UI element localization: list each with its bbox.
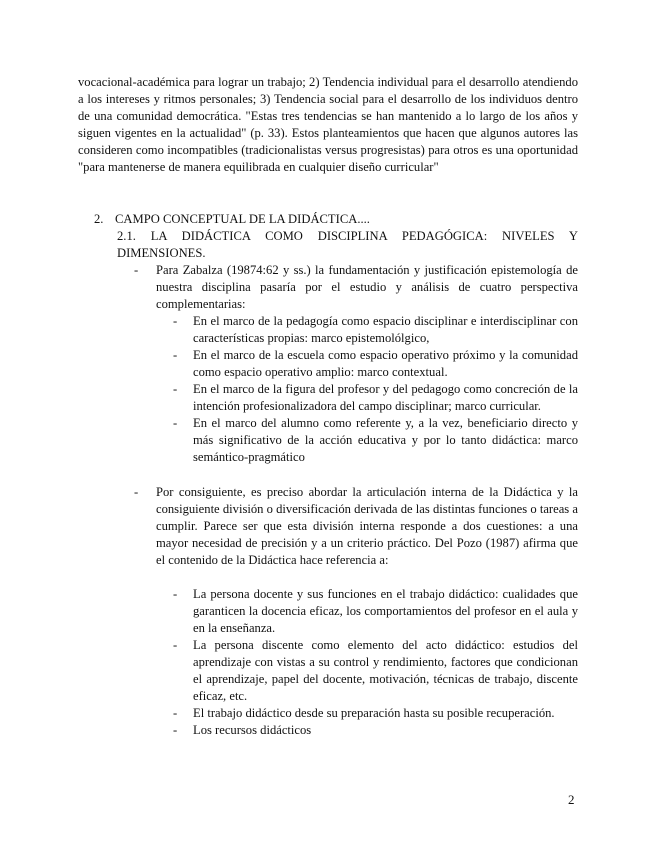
zabalza-paragraph: Para Zabalza (19874:62 y ss.) la fundamentación y justificación epistemología de nuestra disciplina pasaría por el estudio y análisis de cuatro perspectiva complementarias: bbox=[156, 263, 578, 311]
dash-marker: - bbox=[173, 348, 178, 362]
list-item: En el marco de la figura del profesor y del pedagogo como concreción de la intención profesionalizadora del campo disciplinar; marco curricular. bbox=[193, 382, 578, 413]
dash-marker: - bbox=[173, 314, 178, 328]
dash-marker: - bbox=[173, 706, 178, 720]
list-item: La persona discente como elemento del acto didáctico: estudios del aprendizaje con vistas a su control y rendimiento, factores que condicionan el aprendizaje, papel del docente, motivación, técnicas de trabajo, discente eficaz, etc. bbox=[193, 638, 578, 703]
intro-paragraph: vocacional-académica para lograr un trabajo; 2) Tendencia individual para el desarrollo atendiendo a los intereses y ritmos personales; 3) Tendencia social para el desarrollo de los individuos dentro de una comunidad democrática. "Estas tres tendencias se han mantenido a lo largo de los años y siguen vigentes en la actualidad" (p. 33). Estos planteamientos que hacen que algunos autores las consideren como incompatibles (tradicionalistas versus progresistas) para otros es una oportunidad "para mantenerse de manera equilibrada en cualquier diseño curricular" bbox=[78, 75, 578, 174]
list-item: En el marco del alumno como referente y, a la vez, beneficiario directo y más significativo de la acción educativa y por lo tanto didáctica: marco semántico-pragmático bbox=[193, 416, 578, 464]
dash-marker: - bbox=[173, 416, 178, 430]
dash-marker: - bbox=[173, 723, 178, 737]
subsection-heading: 2.1. LA DIDÁCTICA COMO DISCIPLINA PEDAGÓGICA: NIVELES Y DIMENSIONES. bbox=[117, 229, 578, 260]
list-item: En el marco de la pedagogía como espacio disciplinar e interdisciplinar con características propias: marco epistemolólgico, bbox=[193, 314, 578, 345]
dash-marker: - bbox=[173, 382, 178, 396]
list-item: La persona docente y sus funciones en el trabajo didáctico: cualidades que garanticen la docencia eficaz, los comportamientos del profesor en el aula y en la enseñanza. bbox=[193, 587, 578, 635]
dash-marker: - bbox=[134, 263, 139, 277]
section-title: CAMPO CONCEPTUAL DE LA DIDÁCTICA.... bbox=[115, 212, 370, 226]
list-item: Los recursos didácticos bbox=[193, 723, 312, 737]
dash-marker: - bbox=[134, 485, 139, 499]
section-number: 2. bbox=[94, 212, 104, 226]
dash-marker: - bbox=[173, 587, 178, 601]
del-pozo-paragraph: Por consiguiente, es preciso abordar la articulación interna de la Didáctica y la consiguiente división o diversificación derivada de las distintas funciones o tareas a cumplir. Parece ser que esta división interna responde a dos cuestiones: a una mayor necesidad de precisión y a un criterio práctico. Del Pozo (1987) afirma que el contenido de la Didáctica hace referencia a: bbox=[156, 485, 578, 567]
page-number: 2 bbox=[568, 792, 575, 807]
list-item: En el marco de la escuela como espacio operativo próximo y la comunidad como espacio operativo amplio: marco contextual. bbox=[193, 348, 578, 379]
list-item: El trabajo didáctico desde su preparación hasta su posible recuperación. bbox=[193, 706, 555, 720]
dash-marker: - bbox=[173, 638, 178, 652]
section-heading bbox=[94, 211, 578, 228]
